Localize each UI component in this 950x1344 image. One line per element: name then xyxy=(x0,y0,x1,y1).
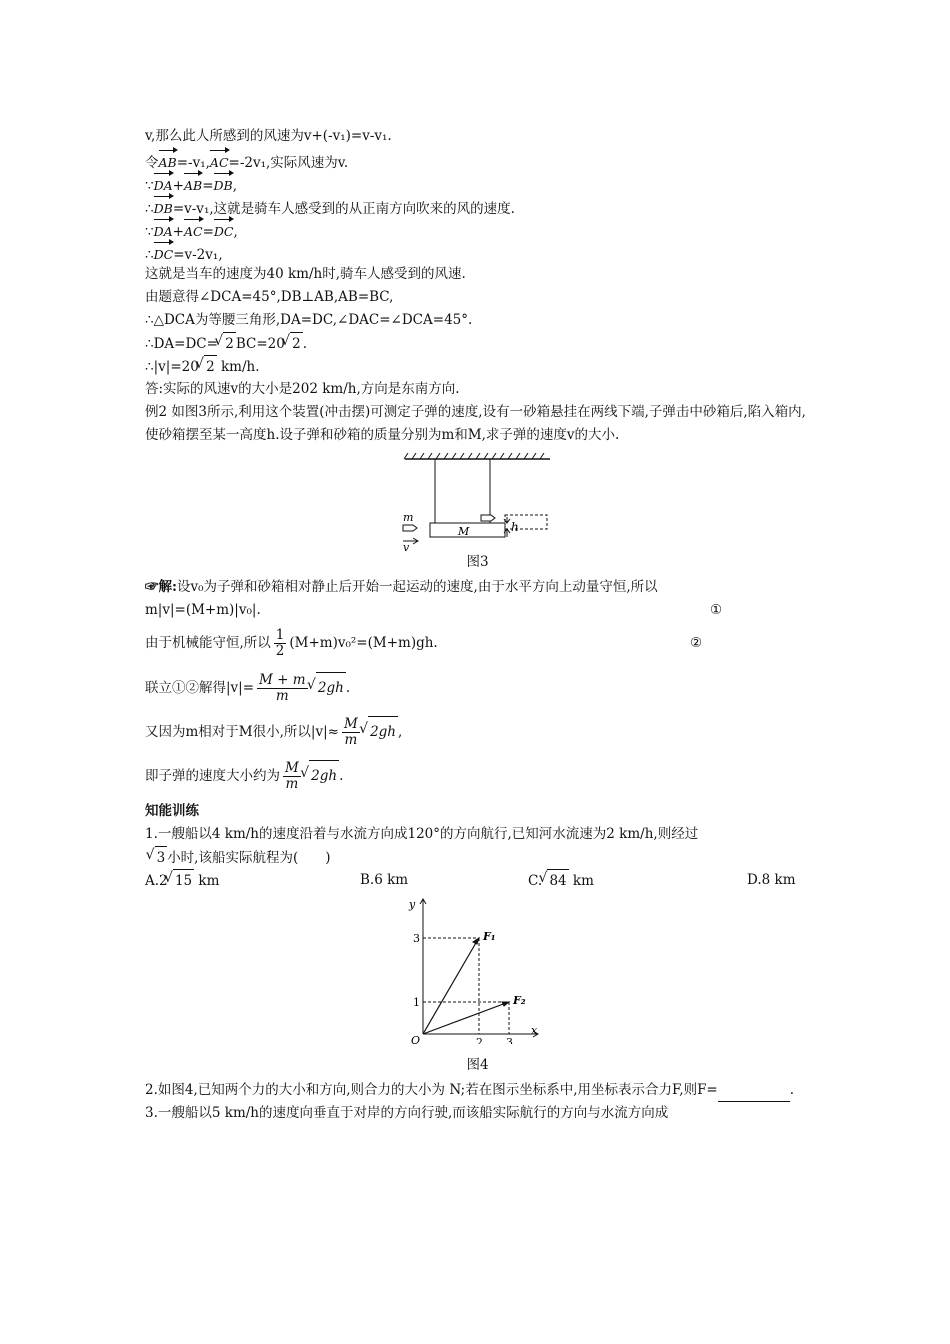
vector-f2 xyxy=(423,1003,506,1034)
y-axis-label: y xyxy=(409,898,416,911)
choice-c[interactable]: C. √ 84 km xyxy=(528,869,594,893)
choices-row xyxy=(145,869,810,892)
sqrt-2gh: √ 2gh xyxy=(309,760,339,791)
fraction-m-plus-m-over-m: $\frac{M + m}{m}$ xyxy=(259,672,306,704)
text: ∴DA=DC= xyxy=(145,336,218,352)
y-tick-1: 1 xyxy=(413,996,420,1009)
text-line: ∵DA+AB=DB, xyxy=(145,171,810,194)
equation-marker-2: ② xyxy=(690,635,703,651)
text: 联立①②解得|v|= xyxy=(145,680,255,696)
sqrt-2gh: √ 2gh xyxy=(368,716,398,747)
vector-db: DB xyxy=(154,194,173,220)
text: m|v|=(M+m)|v₀|. xyxy=(145,602,261,618)
vector-da: DA xyxy=(154,171,173,197)
fraction-M-over-m: $\frac{M}{m}$ xyxy=(343,716,358,748)
figure-3-caption: 图3 xyxy=(466,554,489,570)
y-tick-3: 3 xyxy=(413,932,420,945)
text-line xyxy=(145,332,810,355)
text: 设v₀为子弹和砂箱相对静止后开始一起运动的速度,由于水平方向上动量守恒,所以 xyxy=(176,579,658,595)
vector-da: DA xyxy=(154,217,173,243)
text-line: ∴△DCA为等腰三角形,DA=DC,∠DAC=∠DCA=45°. xyxy=(145,312,473,328)
text-line: 答:实际的风速v的大小是202 km/h,方向是东南方向. xyxy=(145,381,460,397)
text-line xyxy=(145,240,810,263)
text: =v-v₁,这就是骑车人感受到的从正南方向吹来的风的速度. xyxy=(172,201,515,217)
solution-label: ☞解: xyxy=(145,579,177,595)
text: =-v₁, xyxy=(176,155,210,171)
figure-4-caption: 图4 xyxy=(466,1057,489,1073)
sqrt-2: √ 2 xyxy=(290,332,303,356)
text: 小时,该船实际航程为( ) xyxy=(167,850,331,866)
text: . xyxy=(302,336,308,352)
vector-dc: DC xyxy=(154,240,174,266)
because-symbol: ∵ xyxy=(145,224,154,240)
question-2: 2.如图4,已知两个力的大小和方向,则合力的大小为 N;若在图示坐标系中,用坐标表示合力F,则F= . xyxy=(145,1079,810,1102)
vector-dc: DC xyxy=(214,217,234,243)
f2-label: F₂ xyxy=(513,994,526,1007)
text-line: 1.一艘船以4 km/h的速度沿着与水流方向成120°的方向航行,已知河水流速为2 km/h,则经过 xyxy=(145,826,699,842)
text-line xyxy=(145,599,810,622)
text-line xyxy=(145,846,810,869)
fraction-M-over-m: $\frac{M}{m}$ xyxy=(285,760,299,792)
text: BC=20 xyxy=(235,336,285,352)
sqrt-2: √ 2 xyxy=(204,355,217,379)
text: 即子弹的速度大小约为 xyxy=(145,768,280,784)
because-symbol: ∵ xyxy=(145,178,154,194)
answer-blank[interactable] xyxy=(718,1087,790,1102)
text-line xyxy=(145,760,810,790)
text-line: v,那么此人所感到的风速为v+(-v₁)=v-v₁. xyxy=(145,128,392,144)
text: km/h. xyxy=(216,359,260,375)
height-h-label: h xyxy=(511,520,519,534)
vector-ab: AB xyxy=(184,171,202,197)
text-line xyxy=(145,628,810,658)
choice-a[interactable]: A.2 √ 15 km xyxy=(145,869,219,893)
choice-b[interactable]: B.6 km xyxy=(360,872,409,888)
origin-label: O xyxy=(411,1034,421,1044)
text: ∴|v|=20 xyxy=(145,359,199,375)
choice-d[interactable]: D.8 km xyxy=(747,872,796,888)
example-2-text: 例2 如图3所示,利用这个装置(冲击摆)可测定子弹的速度,设有一砂箱悬挂在两线下端,子弹击中砂箱后,陷入箱内,使砂箱摆至某一高度h.设子弹和砂箱的质量分别为m和M,求子弹的速度v的大小. xyxy=(145,404,806,443)
text: =v-2v₁, xyxy=(173,247,223,263)
sqrt-3: √ 3 xyxy=(155,846,168,870)
force-vector-diagram xyxy=(145,894,810,1044)
vector-ac: AC xyxy=(184,217,203,243)
section-title: 知能训练 xyxy=(145,803,199,819)
text: 又因为m相对于M很小,所以|v|≈ xyxy=(145,724,339,740)
text: . xyxy=(339,768,344,784)
text: 由于机械能守恒,所以 xyxy=(145,635,271,651)
text-line xyxy=(145,576,810,599)
text-line: ∵DA+AC=DC, xyxy=(145,217,810,240)
mass-M-label: M xyxy=(458,525,470,538)
text-line xyxy=(145,355,810,378)
x-axis-label: x xyxy=(531,1024,538,1037)
text-line xyxy=(145,148,810,171)
document-page xyxy=(145,125,810,1125)
fraction-half: $\frac{1}{2}$ xyxy=(275,627,285,659)
sqrt-2gh: √ 2gh xyxy=(316,672,346,703)
figure-3 xyxy=(145,453,810,551)
text: . xyxy=(345,680,351,696)
velocity-v-label: v xyxy=(403,541,410,551)
text: 令 xyxy=(145,155,159,171)
text-line: 又因为m相对于M很小,所以|v|≈ $\frac{M}{m}$ √ 2gh , xyxy=(145,716,810,746)
vector-ab: AB xyxy=(159,148,177,174)
mass-m-label: m xyxy=(403,511,414,524)
figure-4 xyxy=(145,894,810,1044)
text: (M+m)v₀²=(M+m)gh. xyxy=(289,635,438,651)
vector-f1 xyxy=(423,941,477,1034)
text-line: 这就是当车的速度为40 km/h时,骑车人感受到的风速. xyxy=(145,266,466,282)
impact-pendulum-diagram xyxy=(145,453,810,551)
sqrt-2: √ 2 xyxy=(223,332,236,356)
equation-marker-1: ① xyxy=(710,602,723,618)
vector-db: DB xyxy=(214,171,233,197)
x-tick-2: 2 xyxy=(476,1036,483,1044)
therefore-symbol: ∴ xyxy=(145,201,154,217)
text-line: 由题意得∠DCA=45°,DB⊥AB,AB=BC, xyxy=(145,289,394,305)
text: 2.如图4,已知两个力的大小和方向,则合力的大小为 N;若在图示坐标系中,用坐标表示合力F,则F= xyxy=(145,1082,718,1098)
text-line xyxy=(145,194,810,217)
vector-ac: AC xyxy=(210,148,229,174)
x-tick-3: 3 xyxy=(506,1036,513,1044)
f1-label: F₁ xyxy=(483,930,496,943)
text: =-2v₁,实际风速为v. xyxy=(228,155,349,171)
text-line xyxy=(145,672,810,702)
question-3: 3.一艘船以5 km/h的速度向垂直于对岸的方向行驶,而该船实际航行的方向与水流方向成 xyxy=(145,1105,669,1121)
therefore-symbol: ∴ xyxy=(145,247,154,263)
